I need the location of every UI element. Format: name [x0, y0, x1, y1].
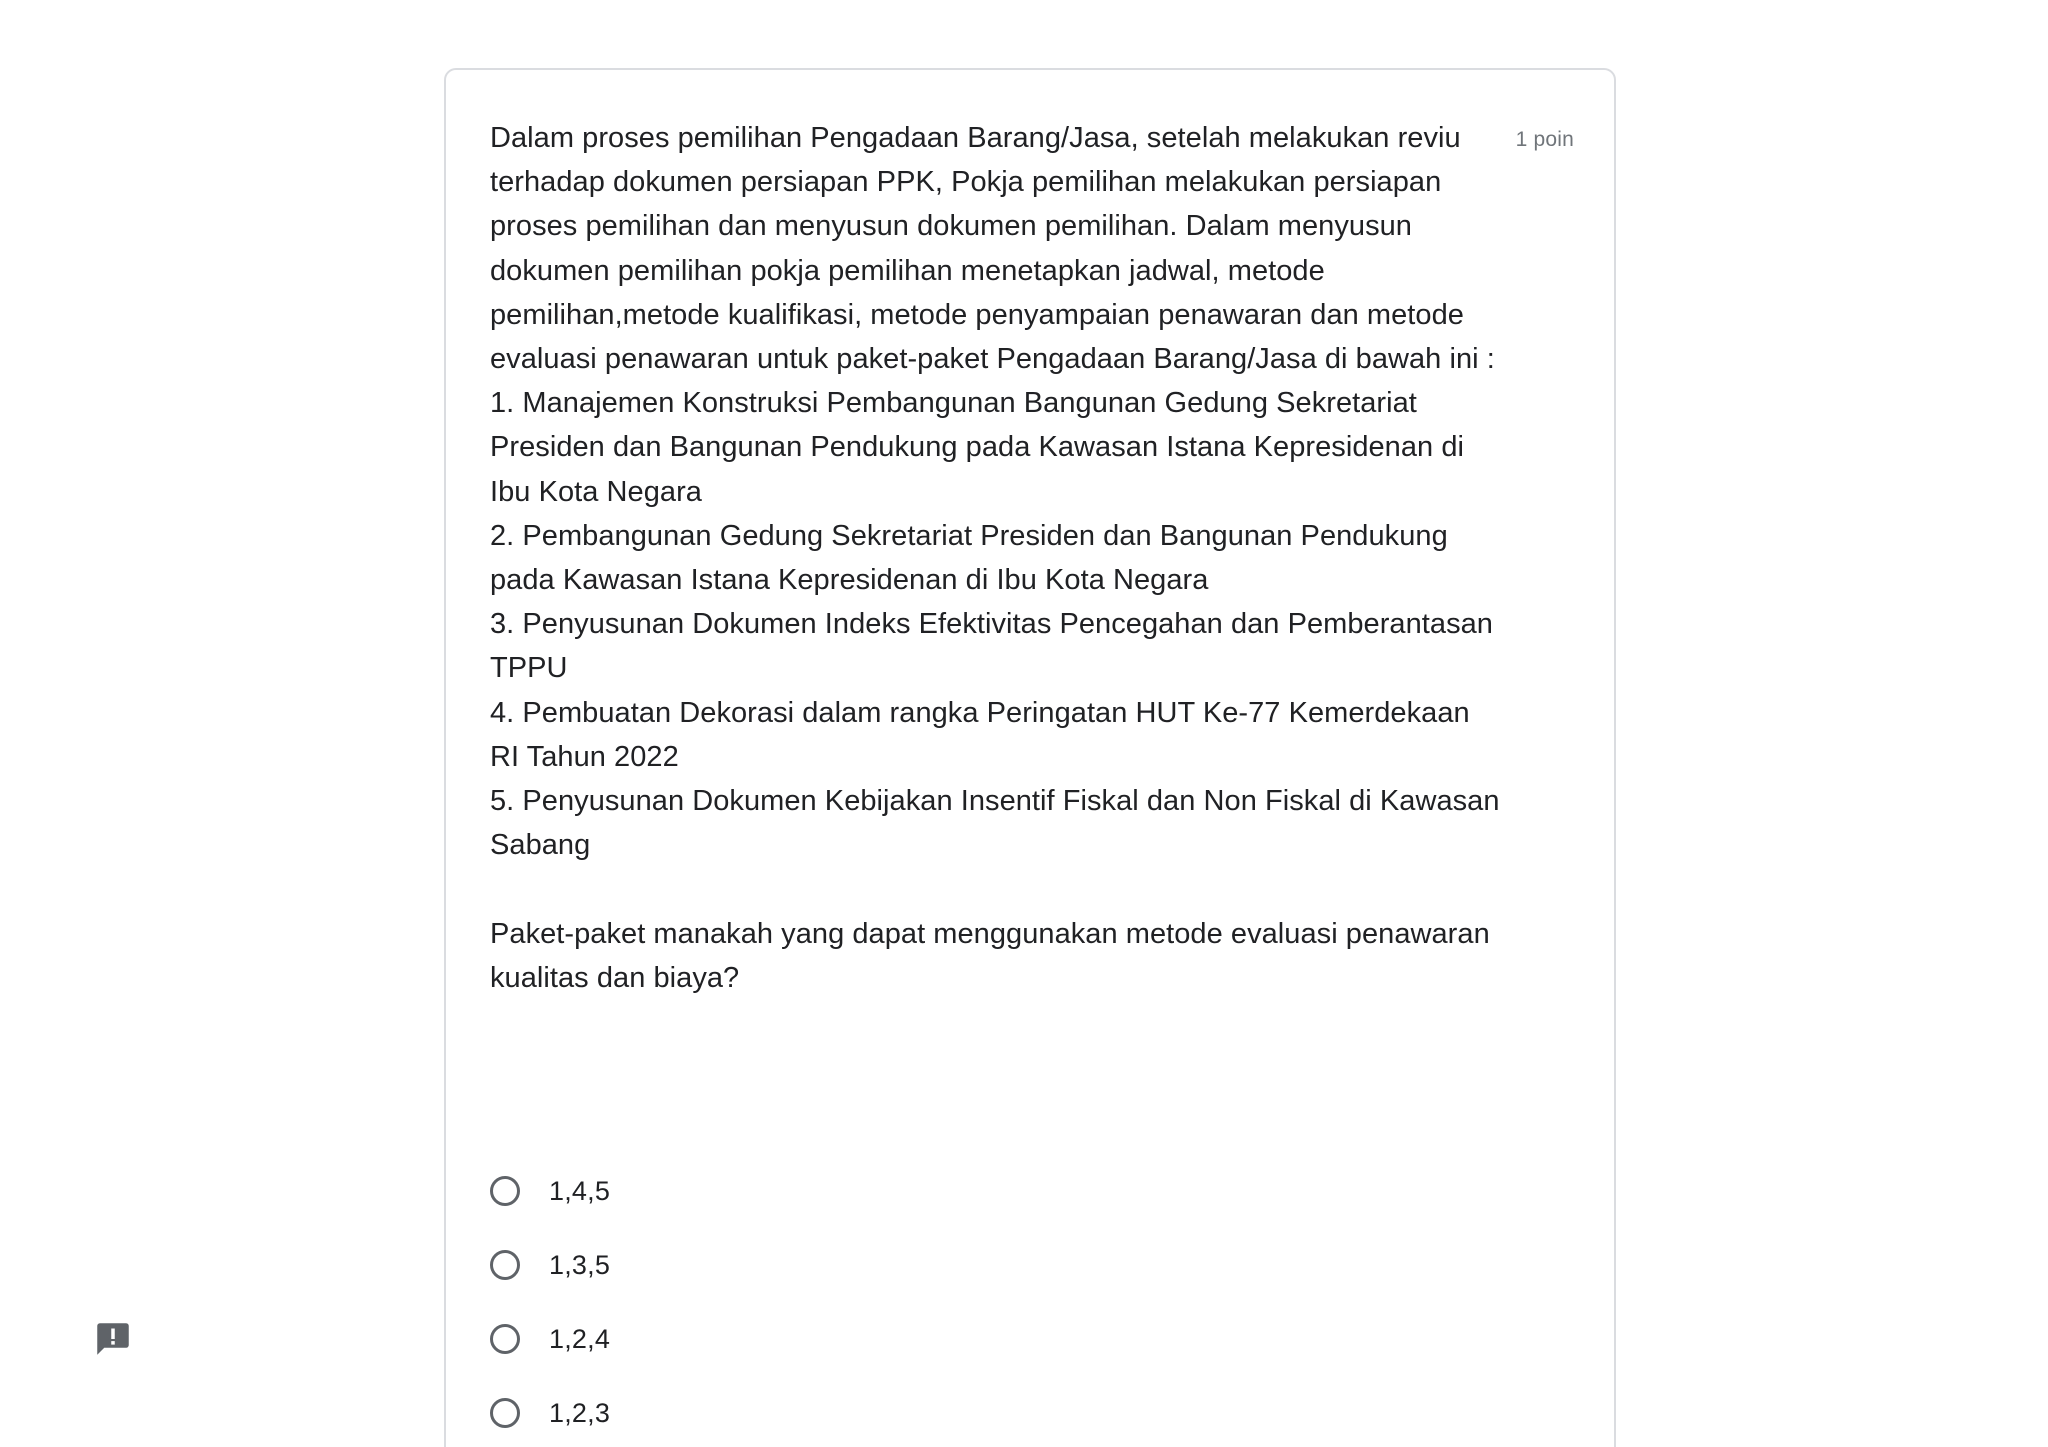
question-header [490, 116, 1574, 1000]
option-3[interactable] [490, 1302, 610, 1376]
question-item-5: 5. Penyusunan Dokumen Kebijakan Insentif Fiskal dan Non Fiskal di Kawasan Sabang [490, 785, 1500, 862]
question-prompt: Paket-paket manakah yang dapat menggunakan metode evaluasi penawaran kualitas dan biaya? [490, 917, 1490, 994]
feedback-icon-graphic [92, 1318, 134, 1360]
question-item-1: 1. Manajemen Konstruksi Pembangunan Bangunan Gedung Sekretariat Presiden dan Bangunan Pendukung pada Kawasan Istana Kepresidenan di Ibu Kota Negara [490, 387, 1464, 508]
radio-button[interactable] [490, 1324, 520, 1354]
question-item-3: 3. Penyusunan Dokumen Indeks Efektivitas Pencegahan dan Pemberantasan TPPU [490, 608, 1493, 685]
radio-button[interactable] [490, 1250, 520, 1280]
question-intro: Dalam proses pemilihan Pengadaan Barang/Jasa, setelah melakukan reviu terhadap dokumen persiapan PPK, Pokja pemilihan melakukan persiapan proses pemilihan dan menyusun dokumen pemilihan. Dalam menyusun dokumen pemilihan pokja pemilihan menetapkan jadwal, metode pemilihan,metode kualifikasi, metode penyampaian penawaran dan metode evaluasi penawaran untuk paket-paket Pengadaan Barang/Jasa di bawah ini : [490, 122, 1495, 376]
option-label: 1,4,5 [549, 1175, 611, 1206]
report-feedback-icon[interactable] [92, 1318, 134, 1360]
question-text [490, 116, 1500, 1000]
paragraph-spacer [490, 867, 1500, 911]
question-card [444, 68, 1616, 1447]
option-label: 1,2,4 [549, 1323, 611, 1354]
points-label: 1 poin [1515, 128, 1574, 151]
option-1[interactable] [490, 1154, 610, 1228]
question-item-4: 4. Pembuatan Dekorasi dalam rangka Peringatan HUT Ke-77 Kemerdekaan RI Tahun 2022 [490, 696, 1470, 773]
question-item-2: 2. Pembangunan Gedung Sekretariat Presiden dan Bangunan Pendukung pada Kawasan Istana Kepresidenan di Ibu Kota Negara [490, 519, 1448, 597]
answer-options [490, 1154, 610, 1447]
radio-button[interactable] [490, 1176, 520, 1206]
option-2[interactable] [490, 1228, 610, 1302]
option-label: 1,3,5 [549, 1249, 611, 1280]
option-4[interactable] [490, 1376, 610, 1447]
option-label: 1,2,3 [549, 1397, 611, 1428]
radio-button[interactable] [490, 1398, 520, 1428]
